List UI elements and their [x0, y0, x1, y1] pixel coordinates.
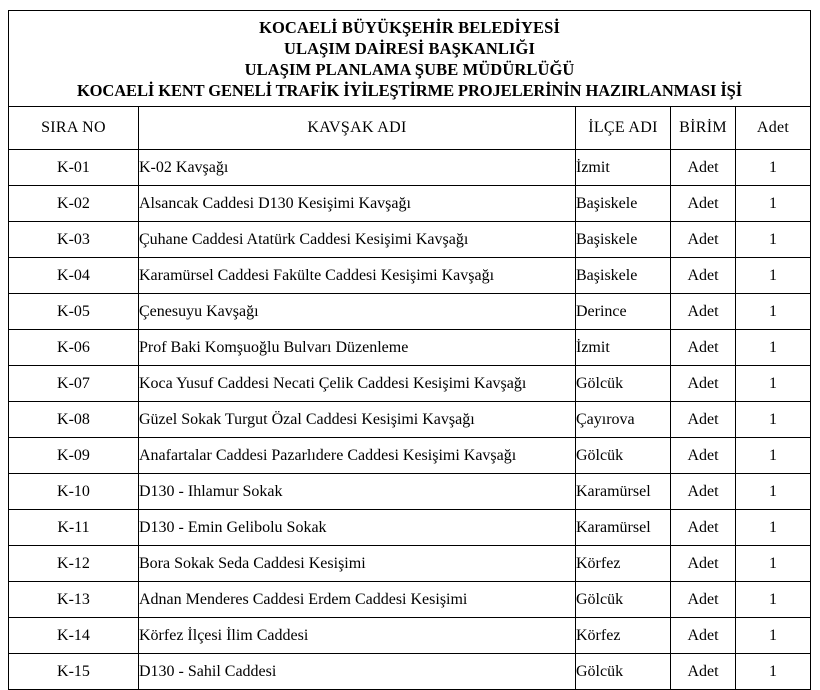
cell-birim: Adet — [671, 222, 736, 258]
cell-sira-no: K-01 — [9, 150, 139, 186]
cell-ilce-adi: Körfez — [576, 546, 671, 582]
title-line-4: KOCAELİ KENT GENELİ TRAFİK İYİLEŞTİRME PROJELERİNİN HAZIRLANMASI İŞİ — [76, 80, 743, 100]
table-row — [9, 366, 811, 402]
cell-kavsak-adi: Alsancak Caddesi D130 Kesişimi Kavşağı — [139, 186, 576, 222]
cell-ilce-adi: Gölcük — [576, 366, 671, 402]
table-row — [9, 546, 811, 582]
cell-ilce-adi: Gölcük — [576, 438, 671, 474]
cell-sira-no: K-08 — [9, 402, 139, 438]
cell-sira-no: K-09 — [9, 438, 139, 474]
cell-sira-no: K-10 — [9, 474, 139, 510]
table-body — [9, 150, 811, 690]
cell-birim: Adet — [671, 258, 736, 294]
table-row — [9, 510, 811, 546]
cell-ilce-adi: Derince — [576, 294, 671, 330]
title-line-1: KOCAELİ BÜYÜKŞEHİR BELEDİYESİ — [259, 17, 560, 37]
cell-birim: Adet — [671, 618, 736, 654]
title-line-2: ULAŞIM DAİRESİ BAŞKANLIĞI — [284, 38, 535, 58]
cell-sira-no: K-02 — [9, 186, 139, 222]
cell-birim: Adet — [671, 546, 736, 582]
cell-sira-no: K-05 — [9, 294, 139, 330]
cell-kavsak-adi: Güzel Sokak Turgut Özal Caddesi Kesişimi Kavşağı — [139, 402, 576, 438]
cell-kavsak-adi: D130 - Ihlamur Sokak — [139, 474, 576, 510]
cell-kavsak-adi: D130 - Sahil Caddesi — [139, 654, 576, 690]
cell-adet: 1 — [736, 474, 811, 510]
cell-birim: Adet — [671, 366, 736, 402]
cell-sira-no: K-06 — [9, 330, 139, 366]
cell-sira-no: K-15 — [9, 654, 139, 690]
cell-birim: Adet — [671, 402, 736, 438]
cell-adet: 1 — [736, 438, 811, 474]
table-row — [9, 258, 811, 294]
cell-adet: 1 — [736, 618, 811, 654]
cell-adet: 1 — [736, 510, 811, 546]
cell-birim: Adet — [671, 474, 736, 510]
column-header-adet: Adet — [736, 107, 811, 150]
cell-kavsak-adi: Anafartalar Caddesi Pazarlıdere Caddesi Kesişimi Kavşağı — [139, 438, 576, 474]
cell-sira-no: K-11 — [9, 510, 139, 546]
cell-adet: 1 — [736, 366, 811, 402]
cell-kavsak-adi: Çuhane Caddesi Atatürk Caddesi Kesişimi Kavşağı — [139, 222, 576, 258]
cell-kavsak-adi: Prof Baki Komşuoğlu Bulvarı Düzenleme — [139, 330, 576, 366]
cell-sira-no: K-07 — [9, 366, 139, 402]
cell-ilce-adi: İzmit — [576, 330, 671, 366]
column-header-sira-no: SIRA NO — [9, 107, 139, 150]
cell-ilce-adi: Gölcük — [576, 654, 671, 690]
cell-kavsak-adi: Körfez İlçesi İlim Caddesi — [139, 618, 576, 654]
cell-adet: 1 — [736, 186, 811, 222]
table-row — [9, 330, 811, 366]
cell-kavsak-adi: K-02 Kavşağı — [139, 150, 576, 186]
cell-ilce-adi: Çayırova — [576, 402, 671, 438]
table-row — [9, 474, 811, 510]
cell-adet: 1 — [736, 546, 811, 582]
table-row — [9, 222, 811, 258]
cell-birim: Adet — [671, 294, 736, 330]
cell-sira-no: K-14 — [9, 618, 139, 654]
cell-kavsak-adi: Adnan Menderes Caddesi Erdem Caddesi Kesişimi — [139, 582, 576, 618]
cell-birim: Adet — [671, 654, 736, 690]
projects-table — [8, 10, 811, 690]
document-title-block — [9, 11, 811, 107]
cell-ilce-adi: Başiskele — [576, 222, 671, 258]
cell-birim: Adet — [671, 582, 736, 618]
cell-adet: 1 — [736, 654, 811, 690]
cell-birim: Adet — [671, 330, 736, 366]
cell-adet: 1 — [736, 258, 811, 294]
cell-adet: 1 — [736, 582, 811, 618]
cell-birim: Adet — [671, 510, 736, 546]
cell-ilce-adi: Başiskele — [576, 186, 671, 222]
cell-kavsak-adi: Koca Yusuf Caddesi Necati Çelik Caddesi Kesişimi Kavşağı — [139, 366, 576, 402]
cell-ilce-adi: Gölcük — [576, 582, 671, 618]
table-row — [9, 294, 811, 330]
column-header-row — [9, 107, 811, 150]
cell-kavsak-adi: Bora Sokak Seda Caddesi Kesişimi — [139, 546, 576, 582]
cell-kavsak-adi: D130 - Emin Gelibolu Sokak — [139, 510, 576, 546]
cell-sira-no: K-13 — [9, 582, 139, 618]
cell-adet: 1 — [736, 330, 811, 366]
table-row — [9, 150, 811, 186]
column-header-kavsak-adi: KAVŞAK ADI — [139, 107, 576, 150]
cell-adet: 1 — [736, 150, 811, 186]
cell-kavsak-adi: Çenesuyu Kavşağı — [139, 294, 576, 330]
cell-birim: Adet — [671, 186, 736, 222]
cell-kavsak-adi: Karamürsel Caddesi Fakülte Caddesi Kesişimi Kavşağı — [139, 258, 576, 294]
cell-sira-no: K-12 — [9, 546, 139, 582]
cell-adet: 1 — [736, 402, 811, 438]
table-row — [9, 582, 811, 618]
cell-ilce-adi: Karamürsel — [576, 474, 671, 510]
table-row — [9, 438, 811, 474]
column-header-birim: BİRİM — [671, 107, 736, 150]
cell-birim: Adet — [671, 438, 736, 474]
title-row — [9, 11, 811, 107]
cell-ilce-adi: Başiskele — [576, 258, 671, 294]
cell-adet: 1 — [736, 222, 811, 258]
table-row — [9, 186, 811, 222]
cell-birim: Adet — [671, 150, 736, 186]
cell-ilce-adi: Karamürsel — [576, 510, 671, 546]
cell-ilce-adi: İzmit — [576, 150, 671, 186]
column-header-ilce-adi: İLÇE ADI — [576, 107, 671, 150]
cell-ilce-adi: Körfez — [576, 618, 671, 654]
cell-sira-no: K-03 — [9, 222, 139, 258]
table-row — [9, 402, 811, 438]
table-row — [9, 654, 811, 690]
table-row — [9, 618, 811, 654]
cell-adet: 1 — [736, 294, 811, 330]
title-line-3: ULAŞIM PLANLAMA ŞUBE MÜDÜRLÜĞÜ — [244, 59, 575, 79]
cell-sira-no: K-04 — [9, 258, 139, 294]
